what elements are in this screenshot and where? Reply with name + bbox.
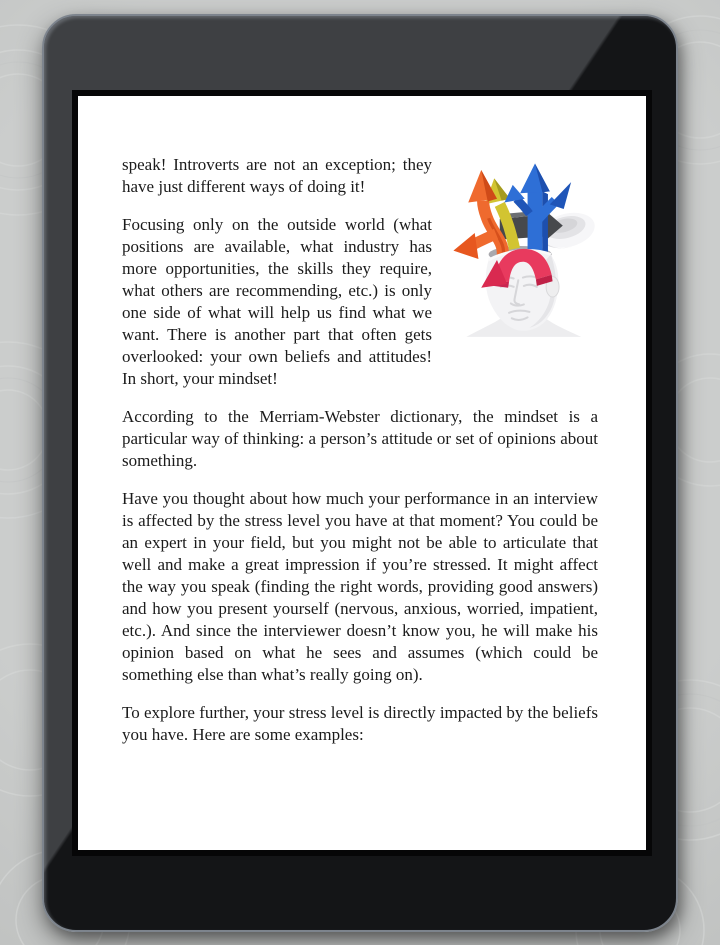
book-page [78, 96, 646, 850]
open-head-arrows-image [446, 156, 598, 337]
tablet-device [42, 14, 678, 932]
body-paragraph: To explore further, your stress level is directly impacted by the beliefs you have. Here are some examples: [122, 703, 598, 744]
body-paragraph: According to the Merriam-Webster dictionary, the mindset is a particular way of thinking: a person’s attitude or set of opinions about something. [122, 407, 598, 470]
head [466, 250, 581, 336]
body-paragraph: speak! Introverts are not an exception; they have just different ways of doing it! [122, 155, 432, 196]
ereader-screen[interactable] [72, 90, 652, 856]
mindset-arrows-illustration [446, 156, 598, 337]
body-paragraph: Have you thought about how much your performance in an interview is affected by the stress level you have at that moment? You could be an expert in your field, but you might not be able to articulate that well and make a great impression if you’re stressed. It might affect the way you speak (finding the right words, providing good answers) and how you present yourself (nervous, anxious, worried, impatient, etc.). And since the interviewer doesn’t know you, he will make his opinion based on what he sees and assumes (which could be something else than what’s really going on). [122, 489, 598, 684]
body-paragraph: Focusing only on the outside world (what positions are available, what industry has more opportunities, the skills they require, what others are recommending, etc.) is only one side of what will help us find what we want. There is another part that often gets overlooked: your own beliefs and attitudes! In short, your mindset! [122, 215, 432, 388]
